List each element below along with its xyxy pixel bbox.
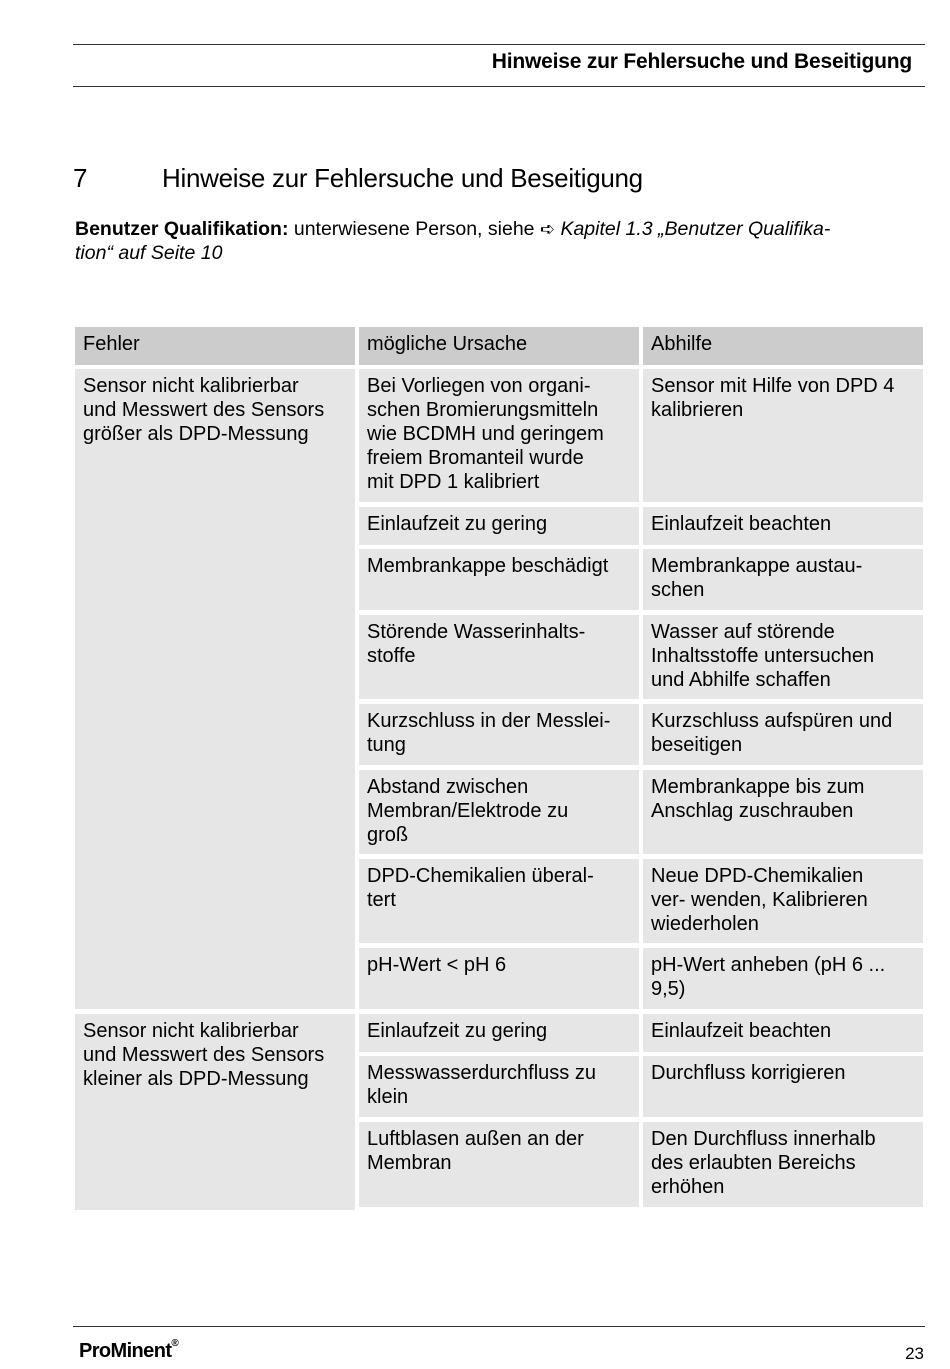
qualification-note [75, 217, 905, 265]
abhilfe-cell: Neue DPD-Chemikalien ver- wenden, Kalibrieren wiederholen [643, 859, 923, 943]
chapter-heading [73, 163, 643, 194]
abhilfe-cell: Sensor mit Hilfe von DPD 4 kalibrieren [643, 369, 923, 502]
qualification-text: unterwiesene Person, siehe [293, 218, 535, 240]
header-rule-bottom [73, 86, 925, 87]
running-header: Hinweise zur Fehlersuche und Beseitigung [491, 50, 912, 73]
abhilfe-cell: Den Durchfluss innerhalb des erlaubten Bereichs erhöhen [643, 1122, 923, 1207]
abhilfe-cell: Einlaufzeit beachten [643, 507, 923, 545]
cross-reference-arrow-icon: ➪ [539, 219, 556, 239]
header-ursache: mögliche Ursache [359, 327, 639, 365]
fehler-cell-group-2: Sensor nicht kalibrierbar und Messwert des Sensors kleiner als DPD-Messung [75, 1014, 355, 1210]
ursache-cell: pH-Wert < pH 6 [359, 948, 639, 1009]
abhilfe-cell: Membrankappe austau- schen [643, 549, 923, 610]
ursache-cell: Störende Wasserinhalts- stoffe [359, 615, 639, 699]
abhilfe-cell: Wasser auf störende Inhaltsstoffe untersuchen und Abhilfe schaffen [643, 615, 923, 699]
ursache-cell: Kurzschluss in der Messlei- tung [359, 704, 639, 765]
abhilfe-cell: pH-Wert anheben (pH 6 ... 9,5) [643, 948, 923, 1009]
prominent-logo: ProMinent® [79, 1338, 179, 1362]
abhilfe-cell: Durchfluss korrigieren [643, 1056, 923, 1117]
ursache-cell: Abstand zwischen Membran/Elektrode zu groß [359, 770, 639, 854]
qualification-label: Benutzer Qualifikation: [75, 218, 289, 240]
footer-rule [73, 1326, 925, 1327]
ursache-cell: Membrankappe beschädigt [359, 549, 639, 610]
ursache-cell: Messwasserdurchfluss zu klein [359, 1056, 639, 1117]
page-number: 23 [905, 1344, 924, 1363]
chapter-number: 7 [73, 163, 88, 193]
header-fehler: Fehler [75, 327, 355, 365]
chapter-reference-link[interactable]: Kapitel 1.3 „Benutzer Qualifika- tion“ auf Seite 10 [75, 218, 831, 264]
header-abhilfe: Abhilfe [643, 327, 923, 365]
ursache-cell: Einlaufzeit zu gering [359, 507, 639, 545]
abhilfe-cell: Membrankappe bis zum Anschlag zuschrauben [643, 770, 923, 854]
ursache-cell: Einlaufzeit zu gering [359, 1014, 639, 1052]
chapter-title: Hinweise zur Fehlersuche und Beseitigung [162, 163, 643, 193]
abhilfe-cell: Einlaufzeit beachten [643, 1014, 923, 1052]
ursache-cell: Bei Vorliegen von organi- schen Bromierungsmitteln wie BCDMH und geringem freiem Bromanteil wurde mit DPD 1 kalibriert [359, 369, 639, 502]
ursache-cell: Luftblasen außen an der Membran [359, 1122, 639, 1207]
header-rule-top [73, 44, 925, 45]
ursache-cell: DPD-Chemikalien überal- tert [359, 859, 639, 943]
fehler-cell-group-1: Sensor nicht kalibrierbar und Messwert des Sensors größer als DPD-Messung [75, 369, 355, 1009]
abhilfe-cell: Kurzschluss aufspüren und beseitigen [643, 704, 923, 765]
